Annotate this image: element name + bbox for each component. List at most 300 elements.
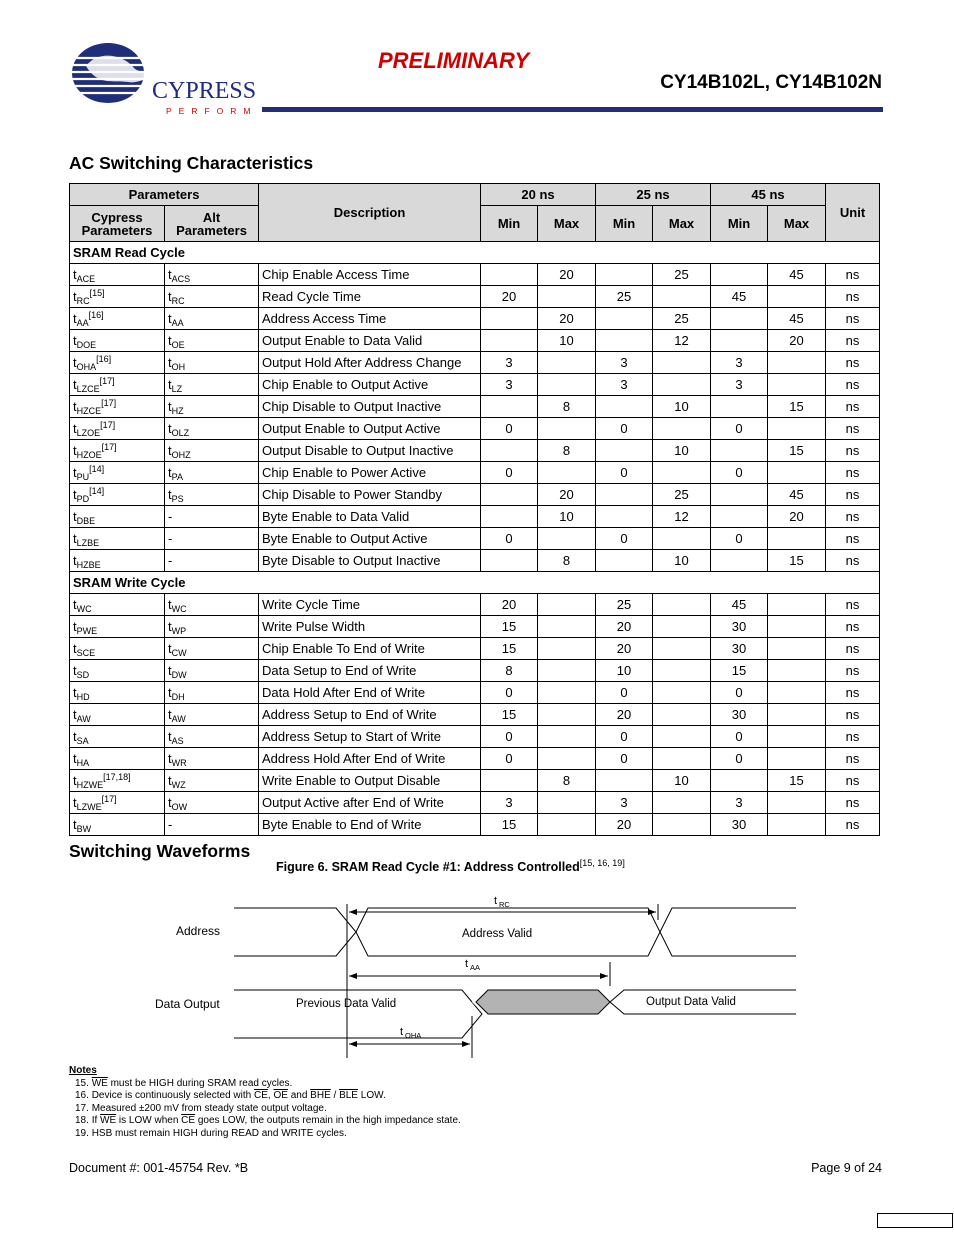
alt-parameter xyxy=(165,330,259,352)
param-subscript: DBE xyxy=(76,515,96,526)
header-min: Min xyxy=(481,206,538,242)
alt-symbol: t xyxy=(168,398,172,414)
min-value: 25 xyxy=(596,286,653,308)
max-value xyxy=(768,462,826,484)
cypress-parameter xyxy=(70,440,165,462)
alt-symbol: t xyxy=(168,618,172,634)
max-value: 10 xyxy=(653,396,711,418)
max-value: 25 xyxy=(653,264,711,286)
note-text: Device is continuously selected with xyxy=(91,1090,254,1102)
max-value: 45 xyxy=(768,308,826,330)
param-symbol: t xyxy=(73,750,77,766)
min-value xyxy=(711,506,768,528)
alt-subscript: AA xyxy=(171,317,184,328)
max-value xyxy=(538,682,596,704)
min-value xyxy=(711,264,768,286)
corner-box xyxy=(877,1213,953,1228)
table-row xyxy=(70,770,880,792)
note-signal: $\overline{CE}$ xyxy=(254,1090,268,1102)
notes-heading: Notes xyxy=(69,1065,97,1076)
note-number: 16. xyxy=(75,1090,89,1102)
min-value: 0 xyxy=(711,528,768,550)
max-value xyxy=(538,286,596,308)
header-speed-20: 20 ns xyxy=(481,184,596,206)
max-value: 10 xyxy=(653,550,711,572)
trc-arrowhead-left xyxy=(349,909,357,915)
unit-cell: ns xyxy=(826,528,880,550)
section-row xyxy=(70,572,880,594)
min-value: 3 xyxy=(711,374,768,396)
unit-cell: ns xyxy=(826,374,880,396)
max-value: 8 xyxy=(538,440,596,462)
param-subscript: PWE xyxy=(76,625,98,636)
cypress-parameter xyxy=(70,264,165,286)
min-value: 30 xyxy=(711,616,768,638)
svg-text:CYPRESS: CYPRESS xyxy=(152,78,257,104)
trc-label-t: t xyxy=(494,895,498,907)
unit-cell: ns xyxy=(826,704,880,726)
cypress-parameter xyxy=(70,770,165,792)
min-value xyxy=(596,308,653,330)
max-value xyxy=(653,792,711,814)
address-invalid-lines xyxy=(234,908,356,956)
max-value: 15 xyxy=(768,440,826,462)
param-note-ref: [17] xyxy=(101,397,117,408)
max-value xyxy=(538,616,596,638)
note-15 xyxy=(69,1078,461,1091)
alt-parameter xyxy=(165,528,259,550)
max-value: 15 xyxy=(768,550,826,572)
note-text: and xyxy=(287,1090,311,1102)
min-value: 25 xyxy=(596,594,653,616)
table-row xyxy=(70,286,880,308)
note-text: Measured ±200 mV from steady state output voltage. xyxy=(91,1102,327,1114)
taa-label-sub: AA xyxy=(470,963,481,972)
note-signal: $\overline{OE}$ xyxy=(273,1090,288,1102)
max-value xyxy=(768,660,826,682)
param-symbol: t xyxy=(73,552,77,568)
table-row xyxy=(70,506,880,528)
max-value xyxy=(768,418,826,440)
unit-cell: ns xyxy=(826,264,880,286)
param-note-ref: [17] xyxy=(101,441,117,452)
trc-arrowhead-right xyxy=(648,909,656,915)
table-row xyxy=(70,440,880,462)
note-number: 19. xyxy=(75,1127,89,1139)
param-symbol: t xyxy=(73,486,77,502)
toha-label-t: t xyxy=(400,1026,404,1038)
min-value xyxy=(711,770,768,792)
max-value xyxy=(538,374,596,396)
max-value xyxy=(653,286,711,308)
min-value: 0 xyxy=(481,528,538,550)
min-value xyxy=(481,396,538,418)
unit-cell: ns xyxy=(826,616,880,638)
header-max: Max xyxy=(768,206,826,242)
alt-parameter xyxy=(165,308,259,330)
alt-subscript: CW xyxy=(171,647,187,658)
min-value xyxy=(711,308,768,330)
unit-cell: ns xyxy=(826,638,880,660)
param-symbol: t xyxy=(73,706,77,722)
header-description: Description xyxy=(259,184,481,242)
min-value: 0 xyxy=(481,726,538,748)
table-row xyxy=(70,374,880,396)
max-value xyxy=(653,682,711,704)
min-value: 15 xyxy=(481,616,538,638)
alt-symbol: t xyxy=(168,728,172,744)
header-min: Min xyxy=(711,206,768,242)
page-number: Page 9 of 24 xyxy=(811,1161,882,1175)
max-value xyxy=(768,594,826,616)
max-value: 45 xyxy=(768,264,826,286)
alt-symbol: t xyxy=(168,596,172,612)
unit-cell: ns xyxy=(826,682,880,704)
alt-symbol: t xyxy=(168,332,172,348)
alt-parameter xyxy=(165,352,259,374)
cypress-parameter xyxy=(70,484,165,506)
min-value: 0 xyxy=(596,528,653,550)
min-value: 0 xyxy=(596,682,653,704)
table-row xyxy=(70,396,880,418)
waveforms-section-title: Switching Waveforms xyxy=(69,841,251,861)
toha-arrowhead-right xyxy=(462,1041,470,1047)
unit-cell: ns xyxy=(826,308,880,330)
cypress-parameter xyxy=(70,374,165,396)
max-value: 20 xyxy=(768,330,826,352)
table-row xyxy=(70,462,880,484)
toha-label-sub: OHA xyxy=(405,1031,422,1040)
max-value xyxy=(538,792,596,814)
max-value: 20 xyxy=(538,264,596,286)
param-symbol: t xyxy=(73,266,77,282)
min-value xyxy=(596,440,653,462)
description-cell: Chip Enable To End of Write xyxy=(259,638,481,660)
note-number: 15. xyxy=(75,1077,89,1089)
description-cell: Chip Disable to Output Inactive xyxy=(259,396,481,418)
alt-subscript: OHZ xyxy=(171,449,191,460)
alt-symbol: - xyxy=(168,816,173,832)
min-value: 45 xyxy=(711,594,768,616)
note-signal: $\overline{CE}$ xyxy=(181,1115,196,1127)
min-value xyxy=(481,308,538,330)
table-row xyxy=(70,638,880,660)
min-value xyxy=(481,550,538,572)
param-symbol: t xyxy=(73,332,77,348)
table-row xyxy=(70,616,880,638)
alt-symbol: t xyxy=(168,794,172,810)
min-value: 30 xyxy=(711,638,768,660)
max-value: 8 xyxy=(538,770,596,792)
max-value xyxy=(768,638,826,660)
header-max: Max xyxy=(653,206,711,242)
max-value: 25 xyxy=(653,308,711,330)
param-symbol: t xyxy=(73,420,77,436)
alt-symbol: - xyxy=(168,552,173,568)
param-subscript: SCE xyxy=(76,647,96,658)
max-value: 20 xyxy=(538,308,596,330)
description-cell: Data Hold After End of Write xyxy=(259,682,481,704)
unit-cell: ns xyxy=(826,462,880,484)
min-value xyxy=(711,396,768,418)
min-value xyxy=(596,550,653,572)
max-value: 10 xyxy=(538,330,596,352)
cypress-parameter xyxy=(70,396,165,418)
section-title: SRAM Write Cycle xyxy=(70,572,880,594)
table-row xyxy=(70,484,880,506)
max-value: 15 xyxy=(768,396,826,418)
param-subscript: PU xyxy=(76,471,90,482)
alt-parameter xyxy=(165,594,259,616)
alt-parameter xyxy=(165,462,259,484)
description-cell: Data Setup to End of Write xyxy=(259,660,481,682)
alt-symbol: t xyxy=(168,420,172,436)
param-note-ref: [17] xyxy=(101,793,117,804)
param-note-ref: [15] xyxy=(89,287,105,298)
description-cell: Address Setup to End of Write xyxy=(259,704,481,726)
note-text: is LOW when xyxy=(116,1115,182,1127)
param-subscript: LZWE xyxy=(76,801,102,812)
notes-block xyxy=(69,1065,461,1141)
max-value xyxy=(653,814,711,836)
min-value: 20 xyxy=(481,286,538,308)
alt-symbol: t xyxy=(168,288,172,304)
output-data-valid-label: Output Data Valid xyxy=(646,996,736,1008)
max-value xyxy=(768,726,826,748)
table-row xyxy=(70,330,880,352)
min-value xyxy=(481,484,538,506)
param-subscript: HA xyxy=(76,757,90,768)
note-text: HSB must remain HIGH during READ and WRITE cycles. xyxy=(91,1127,347,1139)
table-row xyxy=(70,308,880,330)
min-value: 0 xyxy=(481,748,538,770)
alt-subscript: OW xyxy=(171,801,188,812)
alt-symbol: t xyxy=(168,266,172,282)
min-value: 3 xyxy=(596,352,653,374)
alt-symbol: t xyxy=(168,376,172,392)
alt-symbol: t xyxy=(168,464,172,480)
preliminary-label: PRELIMINARY xyxy=(378,48,530,73)
max-value xyxy=(768,704,826,726)
header-unit: Unit xyxy=(826,184,880,242)
alt-symbol: t xyxy=(168,640,172,656)
description-cell: Byte Enable to End of Write xyxy=(259,814,481,836)
max-value xyxy=(768,682,826,704)
min-value: 0 xyxy=(596,726,653,748)
max-value xyxy=(538,704,596,726)
description-cell: Address Hold After End of Write xyxy=(259,748,481,770)
note-text: If xyxy=(91,1115,101,1127)
max-value xyxy=(768,792,826,814)
min-value xyxy=(481,264,538,286)
description-cell: Read Cycle Time xyxy=(259,286,481,308)
alt-parameter xyxy=(165,396,259,418)
max-value xyxy=(538,528,596,550)
param-subscript: AA xyxy=(76,317,89,328)
min-value xyxy=(596,484,653,506)
alt-parameter xyxy=(165,484,259,506)
max-value xyxy=(768,616,826,638)
description-cell: Output Disable to Output Inactive xyxy=(259,440,481,462)
description-cell: Output Enable to Output Active xyxy=(259,418,481,440)
param-note-ref: [16] xyxy=(96,353,112,364)
min-value: 0 xyxy=(481,462,538,484)
param-subscript: HZCE xyxy=(76,405,102,416)
cypress-parameter xyxy=(70,330,165,352)
param-subscript: RC xyxy=(76,295,90,306)
cypress-parameter xyxy=(70,286,165,308)
max-value xyxy=(538,594,596,616)
max-value xyxy=(538,814,596,836)
alt-parameter xyxy=(165,638,259,660)
param-symbol: t xyxy=(73,310,77,326)
min-value xyxy=(481,770,538,792)
description-cell: Write Pulse Width xyxy=(259,616,481,638)
alt-symbol: - xyxy=(168,530,173,546)
alt-parameter xyxy=(165,682,259,704)
param-symbol: t xyxy=(73,772,77,788)
min-value xyxy=(596,396,653,418)
alt-subscript: WR xyxy=(171,757,187,768)
alt-parameter xyxy=(165,418,259,440)
alt-symbol: - xyxy=(168,508,173,524)
alt-parameter xyxy=(165,726,259,748)
max-value xyxy=(768,286,826,308)
data-output-signal-label: Data Output xyxy=(155,997,220,1011)
max-value xyxy=(653,616,711,638)
description-cell: Output Enable to Data Valid xyxy=(259,330,481,352)
cypress-parameter xyxy=(70,792,165,814)
param-subscript: LZCE xyxy=(76,383,100,394)
unit-cell: ns xyxy=(826,440,880,462)
max-value: 12 xyxy=(653,506,711,528)
max-value: 15 xyxy=(768,770,826,792)
description-cell: Chip Enable to Power Active xyxy=(259,462,481,484)
min-value xyxy=(596,330,653,352)
alt-parameter xyxy=(165,286,259,308)
param-subscript: HZWE xyxy=(76,779,104,790)
max-value: 12 xyxy=(653,330,711,352)
alt-parameter xyxy=(165,748,259,770)
part-number-title: CY14B102L, CY14B102N xyxy=(660,72,882,93)
figure-caption xyxy=(276,860,625,874)
header-min: Min xyxy=(596,206,653,242)
unit-cell: ns xyxy=(826,792,880,814)
description-cell: Address Access Time xyxy=(259,308,481,330)
cypress-parameter xyxy=(70,462,165,484)
min-value: 30 xyxy=(711,814,768,836)
table-row xyxy=(70,528,880,550)
max-value: 10 xyxy=(538,506,596,528)
param-subscript: ACE xyxy=(76,273,96,284)
alt-subscript: WP xyxy=(171,625,187,636)
alt-parameter xyxy=(165,814,259,836)
min-value xyxy=(596,770,653,792)
param-symbol: t xyxy=(73,398,77,414)
unit-cell: ns xyxy=(826,814,880,836)
param-note-ref: [14] xyxy=(89,463,105,474)
note-signal: $\overline{WE}$ xyxy=(91,1077,108,1089)
read-cycle-waveform xyxy=(140,890,820,1065)
header-alt-parameters: Alt Parameters xyxy=(165,206,259,242)
min-value: 0 xyxy=(596,418,653,440)
description-cell: Output Hold After Address Change xyxy=(259,352,481,374)
description-cell: Address Setup to Start of Write xyxy=(259,726,481,748)
ac-section-title: AC Switching Characteristics xyxy=(69,153,314,173)
alt-symbol: t xyxy=(168,442,172,458)
taa-arrowhead-right xyxy=(600,973,608,979)
cypress-parameter xyxy=(70,704,165,726)
unit-cell: ns xyxy=(826,418,880,440)
max-value xyxy=(653,462,711,484)
param-subscript: SD xyxy=(76,669,90,680)
min-value: 20 xyxy=(481,594,538,616)
max-value xyxy=(538,462,596,484)
max-value: 20 xyxy=(768,506,826,528)
table-row xyxy=(70,748,880,770)
alt-subscript: DH xyxy=(171,691,185,702)
min-value: 0 xyxy=(711,682,768,704)
alt-subscript: OE xyxy=(171,339,185,350)
unit-cell: ns xyxy=(826,748,880,770)
param-symbol: t xyxy=(73,662,77,678)
max-value: 20 xyxy=(538,484,596,506)
cypress-parameter xyxy=(70,616,165,638)
unit-cell: ns xyxy=(826,330,880,352)
param-subscript: OHA xyxy=(76,361,97,372)
param-note-ref: [17] xyxy=(100,419,116,430)
note-signal: $\overline{BHE}$ xyxy=(310,1090,331,1102)
min-value: 20 xyxy=(596,814,653,836)
cypress-parameter xyxy=(70,726,165,748)
min-value: 8 xyxy=(481,660,538,682)
table-row xyxy=(70,704,880,726)
max-value: 8 xyxy=(538,396,596,418)
min-value xyxy=(711,440,768,462)
alt-parameter xyxy=(165,770,259,792)
description-cell: Write Enable to Output Disable xyxy=(259,770,481,792)
max-value xyxy=(538,660,596,682)
alt-subscript: LZ xyxy=(171,383,183,394)
param-note-ref: [17,18] xyxy=(103,771,131,782)
max-value xyxy=(538,638,596,660)
description-cell: Byte Enable to Data Valid xyxy=(259,506,481,528)
max-value: 8 xyxy=(538,550,596,572)
note-19 xyxy=(69,1128,461,1141)
table-row xyxy=(70,264,880,286)
alt-parameter xyxy=(165,550,259,572)
min-value xyxy=(481,440,538,462)
note-16 xyxy=(69,1090,461,1103)
alt-parameter xyxy=(165,506,259,528)
table-row xyxy=(70,682,880,704)
note-signal: $\overline{WE}$ xyxy=(100,1115,117,1127)
description-cell: Chip Enable to Output Active xyxy=(259,374,481,396)
param-symbol: t xyxy=(73,794,77,810)
description-cell: Byte Enable to Output Active xyxy=(259,528,481,550)
max-value xyxy=(768,748,826,770)
cypress-parameter xyxy=(70,528,165,550)
cypress-parameter xyxy=(70,660,165,682)
param-subscript: HZBE xyxy=(76,559,101,570)
cypress-parameter xyxy=(70,594,165,616)
taa-label-t: t xyxy=(465,958,469,970)
taa-arrowhead-left xyxy=(349,973,357,979)
min-value: 20 xyxy=(596,616,653,638)
table-row xyxy=(70,792,880,814)
svg-text:PERFORM: PERFORM xyxy=(166,106,258,116)
note-text: LOW. xyxy=(357,1090,386,1102)
